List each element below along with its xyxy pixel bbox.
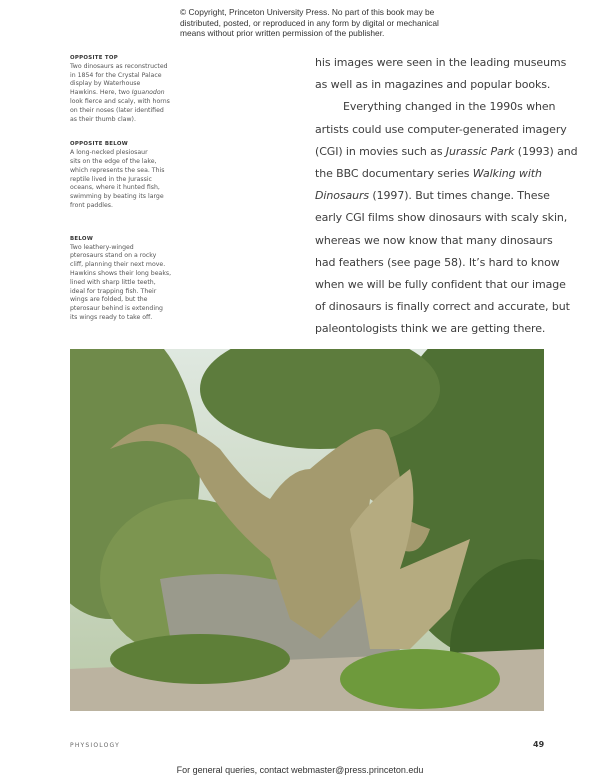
caption-heading: OPPOSITE TOP bbox=[70, 55, 119, 61]
page-number: 49 bbox=[533, 740, 545, 749]
caption-line: Two dinosaurs as reconstructed bbox=[70, 62, 168, 70]
caption-line: as their thumb claw). bbox=[70, 115, 136, 123]
caption-heading: OPPOSITE BELOW bbox=[70, 141, 128, 148]
caption-line: swimming by beating its large bbox=[70, 193, 164, 201]
caption-line: reptile lived in the Jurassic bbox=[70, 175, 152, 183]
body-line: early CGI films show dinosaurs with scaly skin, bbox=[315, 211, 568, 225]
body-line: whereas we now know that many dinosaurs bbox=[315, 233, 553, 247]
body-line: of dinosaurs is finally correct and accurate, but bbox=[315, 300, 570, 314]
body-line: as well as in magazines and popular books. bbox=[315, 78, 551, 92]
caption-line: which represents the sea. This bbox=[70, 166, 165, 174]
caption-line: oceans, where it hunted fish, bbox=[70, 184, 160, 192]
body-line bbox=[315, 185, 555, 207]
body-text-span: the BBC documentary series bbox=[315, 167, 473, 181]
caption-italic: Iguanodon bbox=[131, 89, 165, 97]
caption-line bbox=[70, 89, 182, 98]
body-text-span: (1997). But times change. These bbox=[369, 189, 550, 203]
captions-column bbox=[70, 54, 182, 339]
photo-illustration bbox=[70, 349, 544, 711]
caption-line: Hawkins shows their long beaks, bbox=[70, 269, 172, 277]
contact-notice: For general queries, contact webmaster@press.princeton.edu bbox=[176, 765, 424, 775]
body-text-span: (1993) and bbox=[514, 144, 578, 158]
copyright-notice bbox=[180, 7, 440, 39]
caption-line: display by Waterhouse bbox=[70, 80, 141, 88]
running-footer-section: PHYSIOLOGY bbox=[70, 742, 120, 749]
caption-line: lined with sharp little teeth, bbox=[70, 278, 156, 286]
pterosaur-sculpture-photo bbox=[70, 349, 544, 711]
copyright-line: © Copyright, Princeton University Press. No part of this book may be bbox=[180, 7, 435, 17]
body-line: his images were seen in the leading museums bbox=[315, 56, 567, 69]
caption-line: ideal for trapping fish. Their bbox=[70, 287, 157, 295]
caption-line: look fierce and scaly, with horns bbox=[70, 97, 170, 105]
caption-heading: BELOW bbox=[70, 235, 94, 242]
body-line: when we will be fully confident that our image bbox=[315, 278, 566, 292]
caption-line: its wings ready to take off. bbox=[70, 313, 153, 321]
body-line: artists could use computer-generated imagery bbox=[315, 122, 567, 136]
caption-line: front paddles. bbox=[70, 201, 113, 209]
caption-line: on their noses (later identified bbox=[70, 106, 164, 114]
body-line: Everything changed in the 1990s when bbox=[343, 100, 556, 114]
caption-line: sits on the edge of the lake, bbox=[70, 157, 157, 165]
body-line bbox=[315, 141, 578, 163]
film-title: Jurassic Park bbox=[445, 144, 515, 158]
caption-line: cliff, planning their next move. bbox=[70, 261, 166, 269]
caption-below bbox=[70, 235, 182, 323]
series-title: Dinosaurs bbox=[315, 189, 370, 203]
caption-line: Two leathery-winged bbox=[70, 243, 134, 251]
caption-line: pterosaurs stand on a rocky bbox=[70, 252, 157, 260]
body-line: paleontologists think we are getting there. bbox=[315, 322, 546, 336]
body-line bbox=[315, 163, 555, 185]
copyright-line: distributed, posted, or reproduced in any form by digital or mechanical bbox=[180, 17, 439, 28]
body-text-span: (CGI) in movies such as bbox=[315, 144, 446, 158]
caption-text: Hawkins. Here, two bbox=[70, 89, 132, 97]
body-line: had feathers (see page 58). It’s hard to know bbox=[315, 255, 560, 269]
caption-line: pterosaur behind is extending bbox=[70, 305, 163, 313]
copyright-line: means without prior written permission of the publisher. bbox=[180, 28, 385, 38]
body-text bbox=[315, 52, 578, 341]
caption-line: in 1854 for the Crystal Palace bbox=[70, 71, 162, 79]
caption-line: wings are folded, but the bbox=[70, 296, 148, 304]
series-title: Walking with bbox=[472, 167, 542, 181]
caption-opposite-top bbox=[70, 54, 182, 124]
caption-opposite-below bbox=[70, 140, 182, 210]
caption-line: A long-necked plesiosaur bbox=[70, 149, 148, 157]
